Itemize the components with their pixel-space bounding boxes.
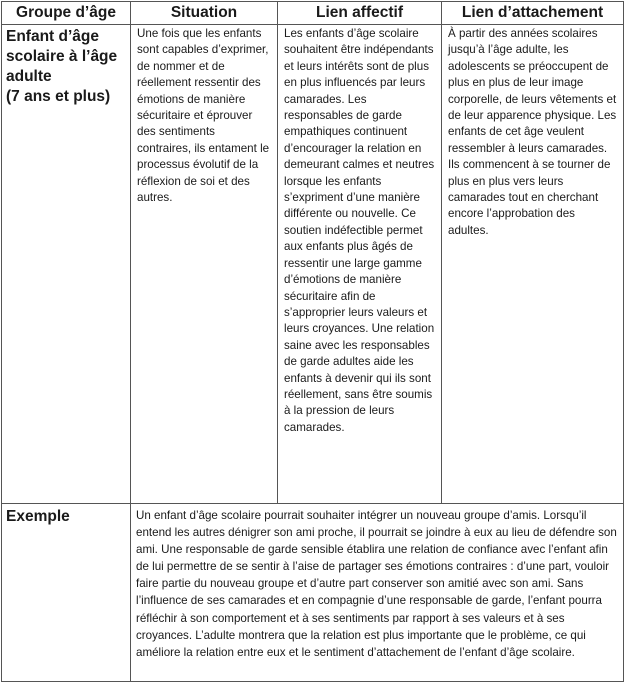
example-row — [2, 504, 624, 682]
header-situation: Situation — [131, 2, 278, 25]
age-group-cell — [2, 25, 131, 504]
situation-cell — [131, 25, 278, 504]
lien-affectif-cell — [278, 25, 442, 504]
example-text: Un enfant d’âge scolaire pourrait souhaiter intégrer un nouveau groupe d’amis. Lorsqu’il entend les autres dénigrer son ami proche, il pourrait se joindre à eux au lieu de défendre son ami. Une responsable de garde sensible établira une relation de confiance avec l’enfant afin de lui permettre de se sentir à l’aise de partager ses émotions contraires : d’une part, vouloir faire partie du nouveau groupe et d’autre part conserver son amitié avec son ami. Sans l’influence de ses camarades et en compagnie d’une responsable de garde, l’enfant pourra réfléchir à son comportement et à ses sentiments par rapport à ses valeurs et à ses croyances. L’adulte montrera que la relation est plus importante que le problème, ce qui améliore la relation entre eux et le sentiment d’attachement de l’enfant d’âge scolaire. — [131, 504, 624, 682]
header-age-group: Groupe d’âge — [2, 2, 131, 25]
age-group-name: Enfant d’âge scolaire à l’âge adulte — [6, 28, 118, 85]
header-lien-affectif: Lien affectif — [278, 2, 442, 25]
situation-text: Une fois que les enfants sont capables d’exprimer, de nommer et de réellement ressentir des émotions de manière sécuritaire et éprouver des sentiments contraires, ils entament le processus évolutif de la réflexion de soi et des autres. — [137, 27, 270, 205]
attachment-table — [1, 1, 624, 682]
table-row — [2, 25, 624, 504]
age-group-range: (7 ans et plus) — [6, 88, 111, 105]
example-label: Exemple — [2, 504, 131, 682]
lien-attachement-text: À partir des années scolaires jusqu’à l’âge adulte, les adolescents se préoccupent de plus en plus de leur image corporelle, de leurs vêtements et de leur apparence physique. Les enfants de cet âge veulent ressembler à leurs camarades. Ils commencent à se tourner de plus en plus vers leurs camarades tout en cherchant encore l’approbation des adultes. — [448, 27, 617, 237]
lien-affectif-text: Les enfants d’âge scolaire souhaitent être indépendants et leurs intérêts sont de plus en plus influencés par leurs camarades. Les responsables de garde empathiques continuent d’encourager la relation en demeurant calmes et neutres lorsque les enfants s’expriment d’une manière différente ou nouvelle. Ce soutien indéfectible permet aux enfants plus âgés de ressentir une large gamme d’émotions de manière sécuritaire afin de s’approprier leurs valeurs et leurs croyances. Une relation saine avec les responsables de garde adultes aide les enfants à devenir qui ils sont réellement, sans être soumis à la pression de leurs camarades. — [284, 27, 435, 434]
header-lien-attachement: Lien d’attachement — [442, 2, 624, 25]
lien-attachement-cell — [442, 25, 624, 504]
header-row — [2, 2, 624, 25]
